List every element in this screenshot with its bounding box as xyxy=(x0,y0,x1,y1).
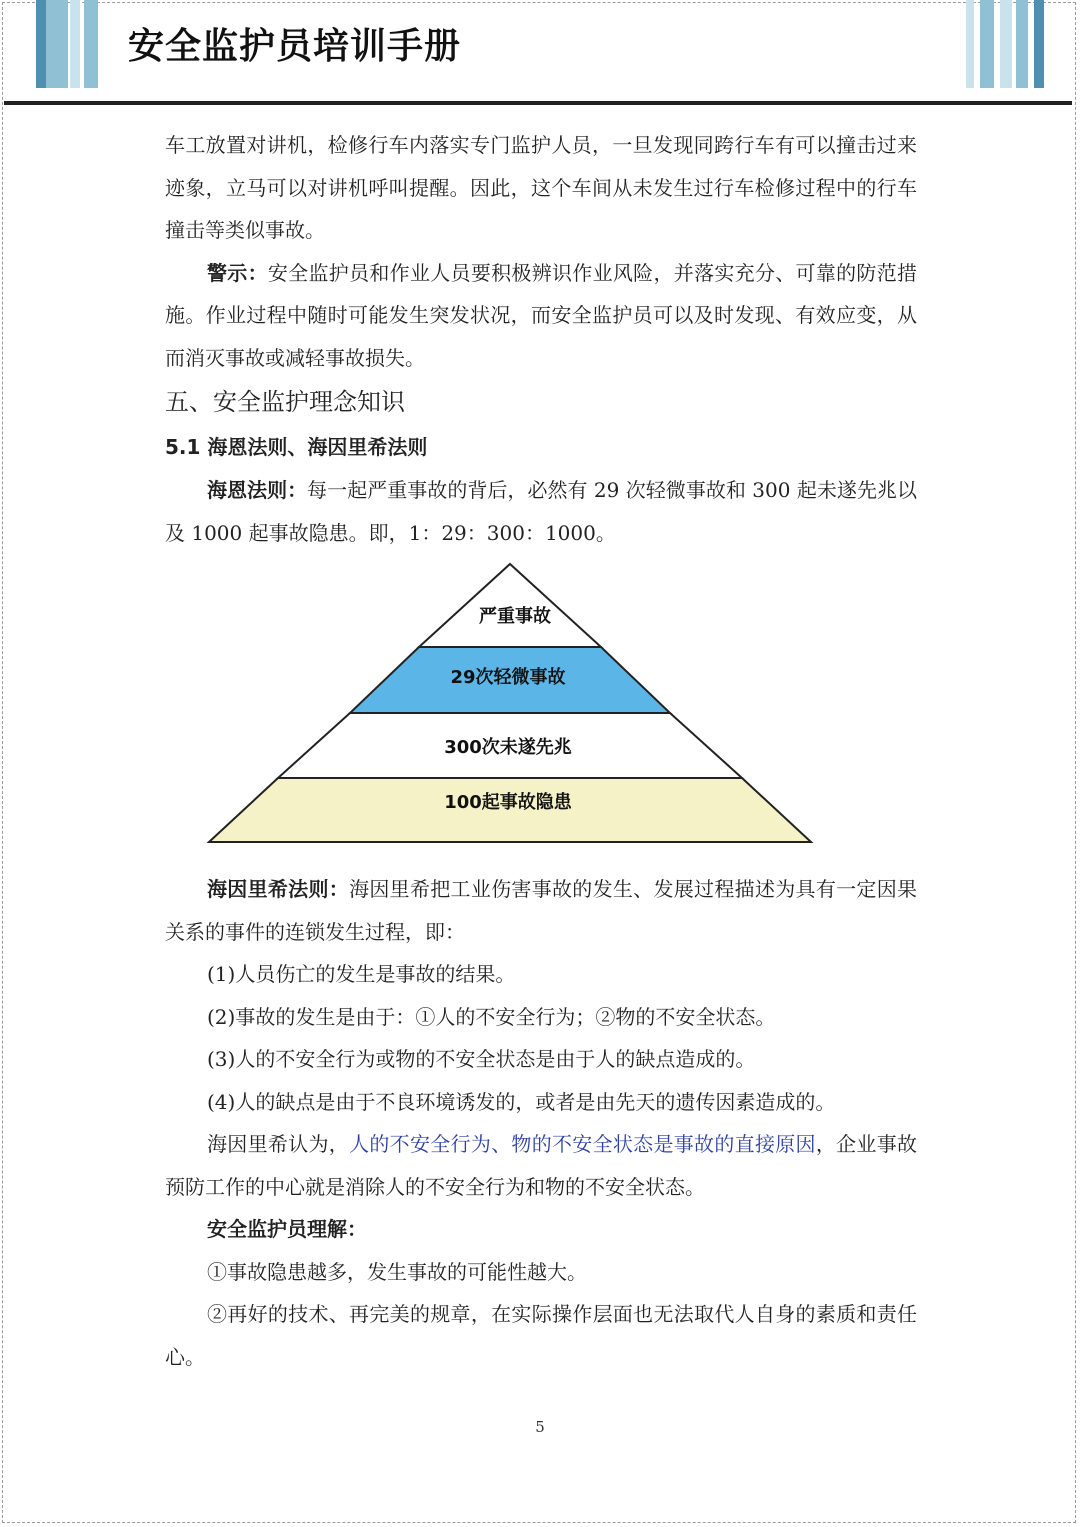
conclusion-suffix: ，企业事故预防工作的中心就是消除人的不安全行为和物的不安全状态。 xyxy=(165,1132,918,1199)
list-item: (2)事故的发生是由于：①人的不安全行为；②物的不安全状态。 xyxy=(207,1004,776,1029)
header-stripe xyxy=(36,0,46,88)
conclusion-highlight: 人的不安全行为、物的不安全状态是事故的直接原因 xyxy=(349,1132,816,1156)
page-content-lower xyxy=(165,868,917,1378)
heinrich-rule-label: 海恩法则： xyxy=(207,478,308,502)
section-subtitle: 5.1 海恩法则、海因里希法则 xyxy=(165,435,428,459)
header-stripe xyxy=(70,0,80,88)
header-stripe xyxy=(84,0,98,88)
page-content xyxy=(165,124,917,554)
pyramid-label-2: 29次轻微事故 xyxy=(450,667,566,688)
warning-label: 警示： xyxy=(207,260,268,285)
paragraph: 车工放置对讲机，检修行车内落实专门监护人员，一旦发现同跨行车有可以撞击过来迹象，立马可以对讲机呼叫提醒。因此，这个车间从未发生过行车检修过程中的行车撞击等类似事故。 xyxy=(165,133,917,242)
header-divider xyxy=(4,101,1072,105)
list-item: (3)人的不安全行为或物的不安全状态是由于人的缺点造成的。 xyxy=(207,1047,756,1071)
header-stripe xyxy=(1000,0,1012,88)
heinrich-law-label: 海因里希法则： xyxy=(207,877,350,901)
warning-text: 安全监护员和作业人员要积极辨识作业风险，并落实充分、可靠的防范措施。作业过程中随时可能发生突发状况，而安全监护员可以及时发现、有效应变，从而消灭事故或减轻事故损失。 xyxy=(165,260,918,370)
understanding-label: 安全监护员理解： xyxy=(207,1217,367,1241)
pyramid-label-4: 100起事故隐患 xyxy=(444,792,572,813)
accident-pyramid-diagram xyxy=(205,560,815,850)
conclusion-prefix: 海因里希认为， xyxy=(207,1132,350,1156)
understanding-item: ①事故隐患越多，发生事故的可能性越大。 xyxy=(207,1259,587,1284)
page-number: 5 xyxy=(535,1418,545,1436)
pyramid-label-1: 严重事故 xyxy=(479,606,551,627)
header-stripe xyxy=(966,0,974,88)
conclusion-paragraph xyxy=(165,1123,917,1208)
header-stripe xyxy=(1034,0,1044,88)
heinrich-law-paragraph xyxy=(165,868,917,953)
heinrich-rule-text: 每一起严重事故的背后，必然有 29 次轻微事故和 300 起未遂先兆以及 1000 起事故隐患。即，1：29：300：1000。 xyxy=(165,478,917,545)
header-stripe xyxy=(46,0,68,88)
pyramid-label-3: 300次未遂先兆 xyxy=(444,737,572,758)
heinrich-rule-paragraph xyxy=(165,469,917,554)
list-item: (1)人员伤亡的发生是事故的结果。 xyxy=(207,962,516,986)
heinrich-law-text: 海因里希把工业伤害事故的发生、发展过程描述为具有一定因果关系的事件的连锁发生过程，即： xyxy=(165,877,918,944)
page-header xyxy=(0,0,1080,106)
document-title: 安全监护员培训手册 xyxy=(128,26,462,67)
section-title: 五、安全监护理念知识 xyxy=(165,388,405,416)
header-stripe xyxy=(1016,0,1028,88)
list-item: (4)人的缺点是由于不良环境诱发的，或者是由先天的遗传因素造成的。 xyxy=(207,1089,836,1114)
header-stripe xyxy=(980,0,994,88)
understanding-item: ②再好的技术、再完美的规章，在实际操作层面也无法取代人自身的素质和责任心。 xyxy=(165,1302,917,1369)
warning-paragraph xyxy=(165,252,917,380)
